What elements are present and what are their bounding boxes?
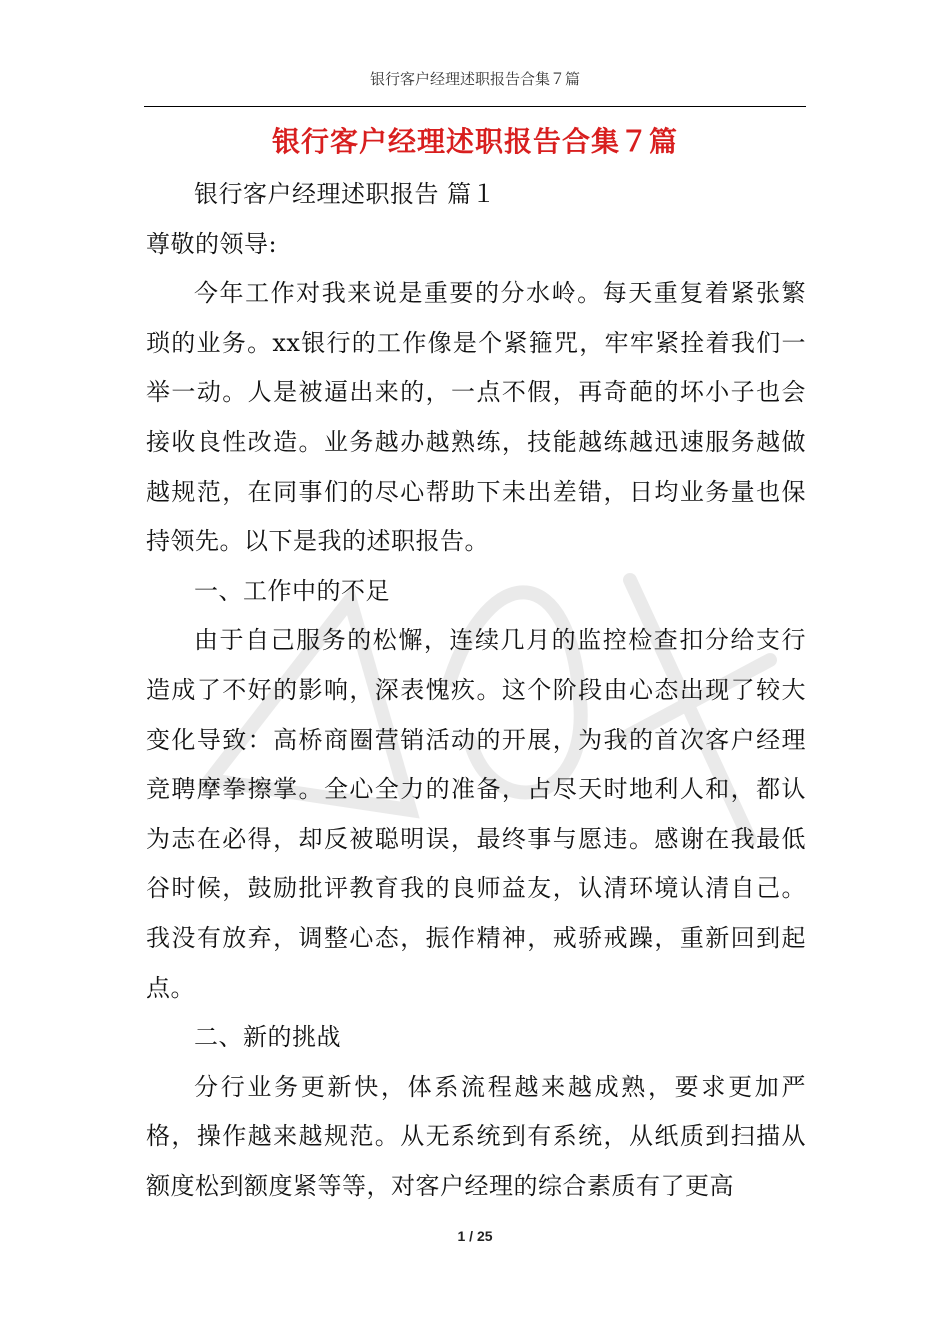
document-body [146,170,806,1211]
paragraph: 今年工作对我来说是重要的分水岭。每天重复着紧张繁琐的业务。xx银行的工作像是个紧箍咒，牢牢紧拴着我们一举一动。人是被逼出来的，一点不假，再奇葩的坏小子也会接收良性改造。业务越办越熟练，技能越练越迅速服务越做越规范，在同事们的尽心帮助下未出差错，日均业务量也保持领先。以下是我的述职报告。 [146,279,806,556]
document-title: 银行客户经理述职报告合集７篇 [271,125,678,158]
page-number: 1 / 25 [457,1228,493,1244]
section-heading: 二、新的挑战 [194,1023,341,1052]
section-heading: 一、工作中的不足 [194,576,390,605]
section-subtitle: 银行客户经理述职报告 篇１ [194,180,497,208]
header-divider [144,106,806,107]
paragraph: 分行业务更新快，体系流程越来越成熟，要求更加严格，操作越来越规范。从无系统到有系统，从纸质到扫描从额度松到额度紧等等，对客户经理的综合素质有了更高 [146,1072,806,1200]
running-header: 银行客户经理述职报告合集７篇 [369,70,580,88]
salutation: 尊敬的领导: [146,229,278,258]
paragraph: 由于自己服务的松懈，连续几月的监控检查扣分给支行造成了不好的影响，深表愧疚。这个阶段由心态出现了较大变化导致：高桥商圈营销活动的开展，为我的首次客户经理竞聘摩拳擦掌。全心全力的准备，占尽天时地利人和，都认为志在必得，却反被聪明误，最终事与愿违。感谢在我最低谷时候，鼓励批评教育我的良师益友，认清环境认清自己。我没有放弃，调整心态，振作精神，戒骄戒躁，重新回到起点。 [146,626,806,1002]
